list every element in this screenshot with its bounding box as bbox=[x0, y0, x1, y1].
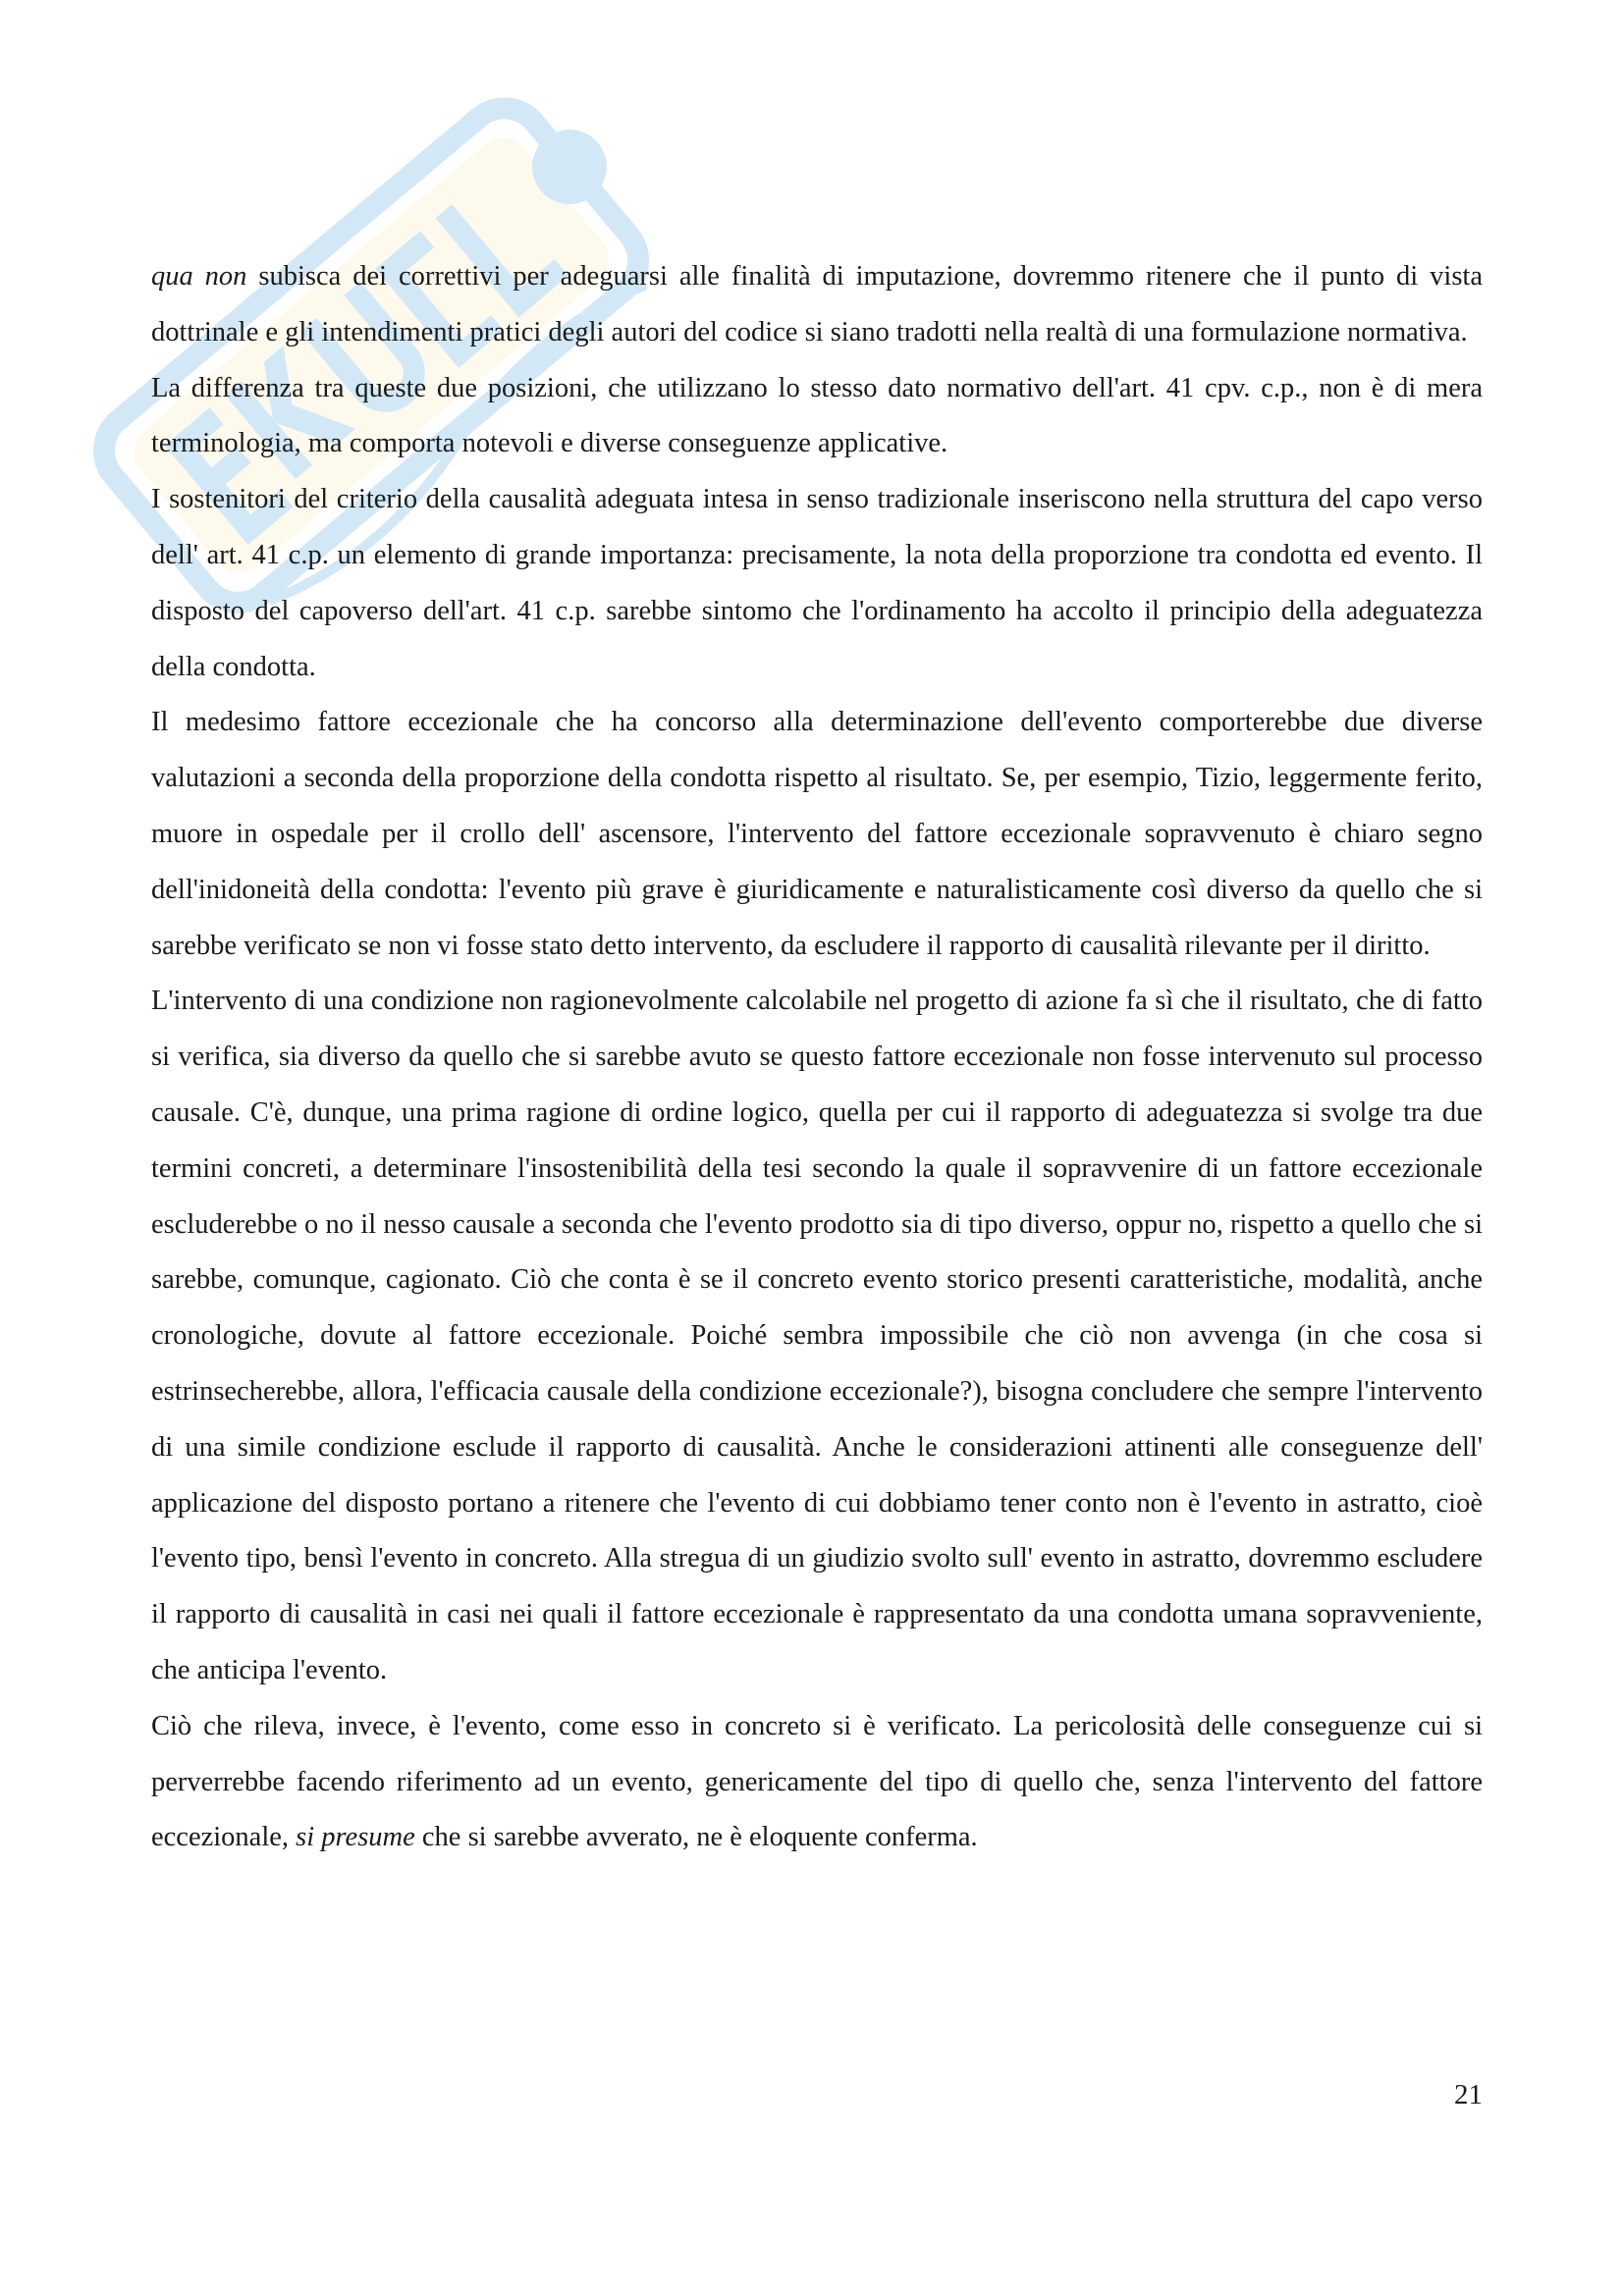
text-run: subisca dei correttivi per adeguarsi alle finalità di imputazione, dovremmo ritenere che il punto di vista dottrinale e gli intendimenti pratici degli autori del codice si siano tradotti nella realtà di una formulazione normativa. bbox=[151, 261, 1483, 347]
page-number: 21 bbox=[1454, 2079, 1483, 2110]
text-run: Il medesimo fattore eccezionale che ha concorso alla determinazione dell'evento comporterebbe due diverse valutazioni a seconda della proporzione della condotta rispetto al risultato. Se, per esempio, Tizio, leggermente ferito, muore in ospedale per il crollo dell' ascensore, l'intervento del fattore eccezionale sopravvenuto è chiaro segno dell'inidoneità della condotta: l'evento più grave è giuridicamente e naturalisticamente così diverso da quello che si sarebbe verificato se non vi fosse stato detto intervento, da escludere il rapporto di causalità rilevante per il diritto. bbox=[151, 707, 1483, 961]
body-paragraph bbox=[151, 249, 1483, 361]
body-paragraph bbox=[151, 472, 1483, 695]
document-body bbox=[151, 249, 1483, 1866]
watermark-net-badge bbox=[516, 114, 622, 219]
italic-phrase: qua non bbox=[151, 261, 247, 292]
text-run: Ciò che rileva, invece, è l'evento, come esso in concreto si è verificato. La pericolosità delle conseguenze cui si perverrebbe facendo riferimento ad un evento, genericamente del tipo di quello che, senza l'intervento del fattore eccezionale, bbox=[151, 1710, 1483, 1853]
text-run: I sostenitori del criterio della causalità adeguata intesa in senso tradizionale inseriscono nella struttura del capo verso dell' art. 41 c.p. un elemento di grande importanza: precisamente, la nota della proporzione tra condotta ed evento. Il disposto del capoverso dell'art. 41 c.p. sarebbe sintomo che l'ordinamento ha accolto il principio della adeguatezza della condotta. bbox=[151, 484, 1483, 682]
text-run: L'intervento di una condizione non ragionevolmente calcolabile nel progetto di azione fa sì che il risultato, che di fatto si verifica, sia diverso da quello che si sarebbe avuto se questo fattore eccezionale non fosse intervenuto sul processo causale. C'è, dunque, una prima ragione di ordine logico, quella per cui il rapporto di adeguatezza si svolge tra due termini concreti, a determinare l'insostenibilità della tesi secondo la quale il sopravvenire di un fattore eccezionale escluderebbe o no il nesso causale a seconda che l'evento prodotto sia di tipo diverso, oppur no, rispetto a quello che si sarebbe, comunque, cagionato. Ciò che conta è se il concreto evento storico presenti caratteristiche, modalità, anche cronologiche, dovute al fattore eccezionale. Poiché sembra impossibile che ciò non avvenga (in che cosa si estrinsecherebbe, allora, l'efficacia causale della condizione eccezionale?), bisogna concludere che sempre l'intervento di una simile condizione esclude il rapporto di causalità. Anche le considerazioni attinenti alle conseguenze dell' applicazione del disposto portano a ritenere che l'evento di cui dobbiamo tener conto non è l'evento in astratto, cioè l'evento tipo, bensì l'evento in concreto. Alla stregua di un giudizio svolto sull' evento in astratto, dovremmo escludere il rapporto di causalità in casi nei quali il fattore eccezionale è rappresentato da una condotta umana sopravveniente, che anticipa l'evento. bbox=[151, 986, 1483, 1685]
body-paragraph bbox=[151, 1699, 1483, 1866]
body-paragraph bbox=[151, 974, 1483, 1698]
italic-phrase: si presume bbox=[296, 1822, 415, 1853]
text-run: che si sarebbe avverato, ne è eloquente conferma. bbox=[414, 1822, 978, 1853]
body-paragraph bbox=[151, 361, 1483, 473]
body-paragraph bbox=[151, 695, 1483, 974]
text-run: La differenza tra queste due posizioni, che utilizzano lo stesso dato normativo dell'art. 41 cpv. c.p., non è di mera terminologia, ma comporta notevoli e diverse conseguenze applicative. bbox=[151, 372, 1483, 459]
